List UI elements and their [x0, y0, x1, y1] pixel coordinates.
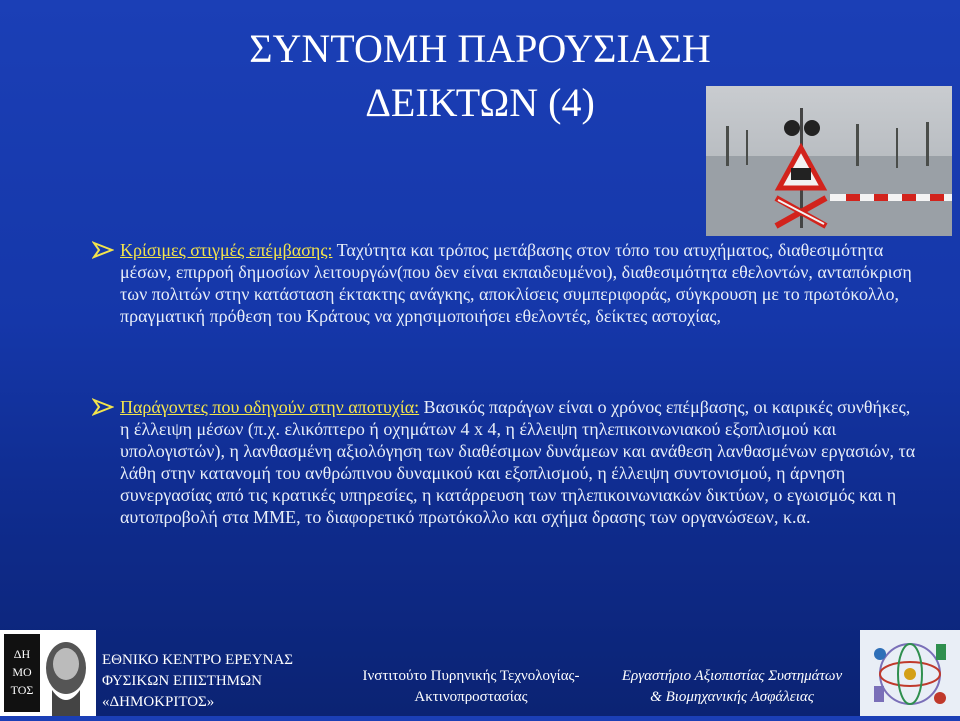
demokritos-logo [0, 630, 96, 716]
svg-text:ΜΟ: ΜΟ [12, 665, 32, 679]
arrow-bullet-icon [92, 241, 114, 259]
flood-warning-photo [706, 86, 952, 236]
footer [0, 630, 960, 716]
svg-text:ΤΟΣ: ΤΟΣ [10, 683, 34, 697]
svg-text:ΔΗ: ΔΗ [13, 647, 31, 661]
institute-name [340, 666, 602, 708]
lab-logo [860, 630, 960, 716]
center-name-line: ΕΘΝΙΚΟ ΚΕΝΤΡΟ ΕΡΕΥΝΑΣ [102, 652, 294, 668]
title-line-1: ΣΥΝΤΟΜΗ ΠΑΡΟΥΣΙΑΣΗ [249, 26, 711, 71]
bullet-heading: Παράγοντες που οδηγούν στην αποτυχία: [120, 397, 420, 417]
bullet-body: Βασικός παράγων είναι ο χρόνος επέμβασης, οι καιρικές συνθήκες, η έλλειψη μέσων (π.χ. ελικόπτερο ή οχημάτων 4 x 4, η έλλειψη τηλεπικοινωνιακού εξοπλισμού και υπολογιστών), η λανθασμένη αξιολόγηση των διαθέσιμων δυνάμεων και ανάθεση λανθασμένων εργασιών, τα λάθη στην κατανομή του ανθρώπινου δυναμικού και εξοπλισμού, η έλλειψη συντονισμού, η άρνηση συνεργασίας από τις κρατικές υπηρεσίες, η κατάρρευση των τηλεπικοινωνιακών δικτύων, ο εγωισμός και η αυτοπροβολή στα ΜΜΕ, το διαφορετικό πρωτόκολλο και σχήμα δρασης των οργανώσεων, κ.α. [120, 397, 916, 527]
bullet-body: Ταχύτητα και τρόπος μετάβασης στον τόπο του ατυχήματος, διαθεσιμότητα μέσων, επιρροή δημοσίων λειτουργών(που δεν είναι εκπαιδευμένοι), διαθεσιμότητα εθελοντών, ανταπόκριση των πολιτών στην κατάσταση έκτακτης ανάγκης, αποκλίσεις συμπεριφοράς, σύγκρουση με το πρωτόκολλο, πραγματική πρόθεση του Κράτους να χρησιμοποιήσει εθελοντές, δείκτες αστοχίας, [120, 240, 912, 326]
lab-line: Εργαστήριο Αξιοπιστίας Συστημάτων [621, 668, 843, 684]
center-name-line: «ΔΗΜΟΚΡΙΤΟΣ» [102, 694, 215, 710]
bullet-critical-moments [92, 239, 922, 327]
lab-name [604, 666, 860, 708]
arrow-bullet-icon [92, 398, 114, 416]
institute-line: Ακτινοπροστασίας [414, 689, 528, 705]
lab-line: & Βιομηχανικής Ασφάλειας [650, 689, 814, 705]
title-line-2: ΔΕΙΚΤΩΝ (4) [365, 80, 595, 125]
bullet-failure-factors [92, 396, 922, 528]
center-name-line: ΦΥΣΙΚΩΝ ΕΠΙΣΤΗΜΩΝ [102, 673, 262, 689]
center-name [102, 650, 293, 713]
institute-line: Ινστιτούτο Πυρηνικής Τεχνολογίας- [362, 668, 580, 684]
bullet-heading: Κρίσιμες στιγμές επέμβασης: [120, 240, 333, 260]
